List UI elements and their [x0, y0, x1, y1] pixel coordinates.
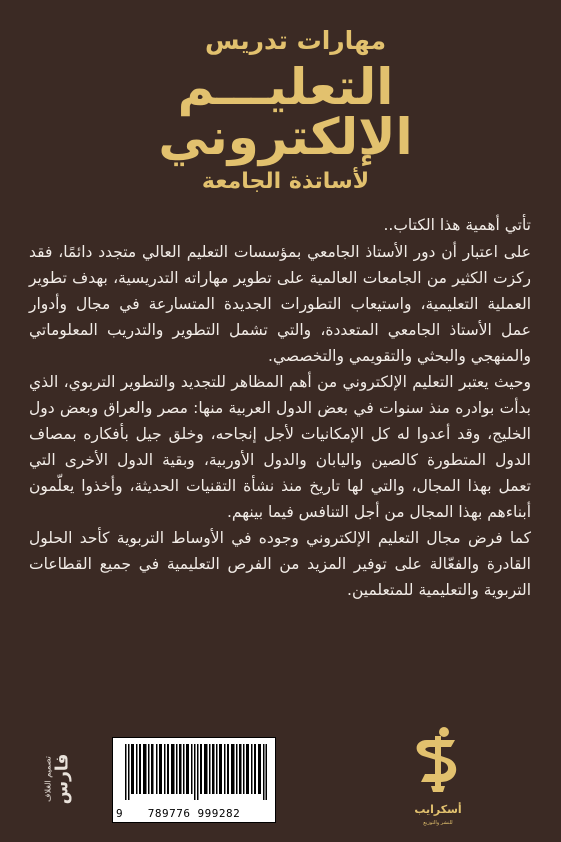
paragraph-1: على اعتبار أن دور الأستاذ الجامعي بمؤسسات التعليم العالي متجدد دائمًا، فقد ركزت الكثير من الجامعات العالمية على تطوير مهاراته التدريسية، بهدف تطوير العملية التعليمية، واستيعاب التطورات الجديدة المتسارعة في مجال وأدوار عمل الأستاذ الجامعي المتعددة، والتي تشمل التطوير والتدريب المعلوماتي والمنهجي والبحثي والتقويمي والتخصصي.	[29, 243, 531, 365]
paragraph-3: كما فرض مجال التعليم الإلكتروني وجوده في الأوساط التربوية كأحد الحلول القادرة والفعّالة على توفير المزيد من الفرص التعليمية في جميع القطاعات التربوية والتعليمية للمتعلمين.	[29, 529, 531, 599]
cover-designer-credit	[38, 736, 78, 822]
paragraph-2: وحيث يعتبر التعليم الإلكتروني من أهم المظاهر للتجديد والتطوير التربوي، الذي بدأت بوادره منذ سنوات في بعض الدول العربية منها: مصر والعراق وبعض دول الخليج، وقد أعدوا له كل الإمكانيات لأجل إنجاحه، وخلق جيل بأفكاره بمصاف الدول المتطورة كالصين واليابان والدول الأوربية، وبقية الدول الأخرى التي تعمل بهذا المجال، والتي لها تاريخ منذ نشأة التقنيات الحديثة، وأخذوا يعلّمون أبناءهم بهذا المجال من أجل التنافس فيما بينهم.	[29, 373, 531, 521]
isbn-barcode	[112, 737, 276, 823]
publisher-emblem-icon	[405, 726, 471, 794]
designer-label: تصميم الغلاف	[43, 756, 53, 802]
publisher-logo	[405, 726, 471, 826]
barcode-bars	[125, 744, 267, 800]
lead-sentence: تأتي أهمية هذا الكتاب..	[383, 216, 531, 234]
publisher-tagline: للنشر والتوزيع	[423, 820, 453, 826]
book-audience: لأساتذة الجامعة	[201, 169, 370, 194]
publisher-name: أسكرايب	[414, 803, 462, 816]
cover-header	[0, 26, 561, 194]
book-subtitle: مهارات تدريس	[204, 26, 387, 55]
book-title-line1: التعليـــم	[177, 58, 394, 116]
isbn-number: 789776 999282	[147, 807, 241, 820]
back-cover-text	[29, 212, 531, 603]
designer-name: فارس	[52, 753, 73, 805]
book-title-line2: الإلكتروني	[158, 108, 413, 166]
isbn-lead-digit: 9	[116, 807, 123, 820]
